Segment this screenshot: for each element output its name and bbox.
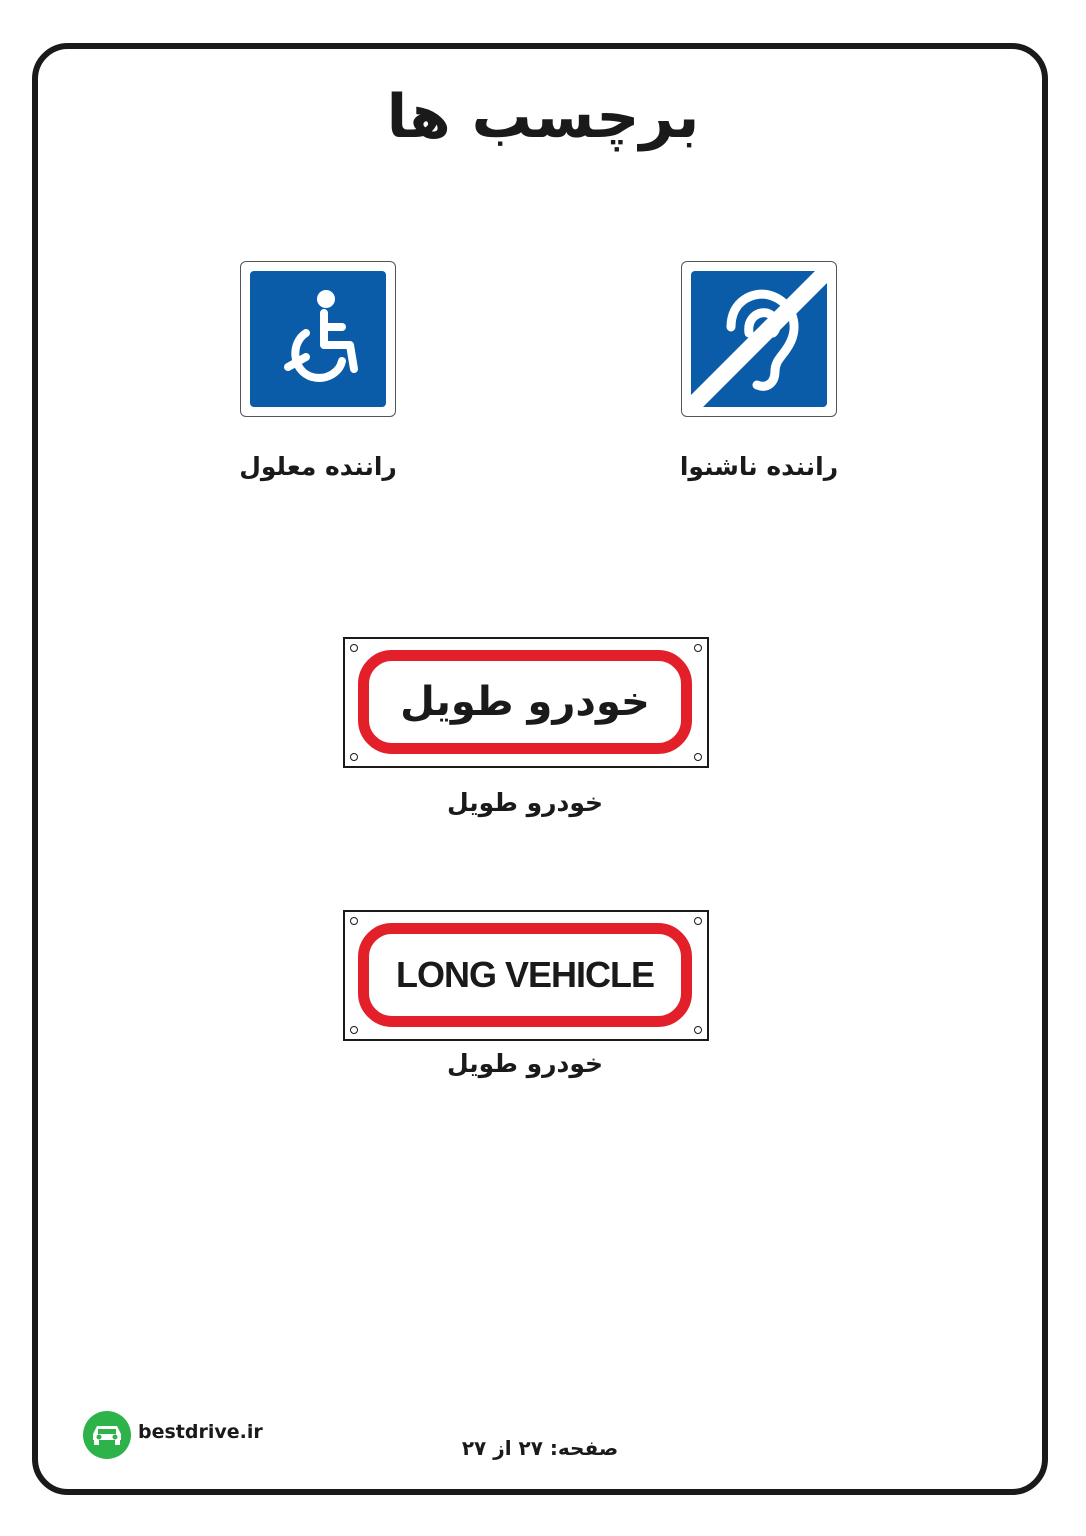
deaf-ear-icon	[691, 271, 827, 407]
plate-text: LONG VEHICLE	[395, 954, 655, 995]
plate-red-frame	[358, 650, 692, 754]
long-vehicle-plate-en	[343, 910, 709, 1041]
wheelchair-icon	[250, 271, 386, 407]
car-icon	[82, 1410, 132, 1460]
disabled-driver-sign	[240, 261, 396, 417]
screw-icon	[350, 917, 358, 925]
page-number: صفحه: ۲۷ از ۲۷	[461, 1436, 619, 1460]
disabled-driver-caption: راننده معلول	[239, 452, 397, 481]
page-title: برچسب ها	[386, 82, 700, 152]
page-frame	[32, 43, 1048, 1495]
plate-red-frame	[358, 923, 692, 1027]
screw-icon	[694, 644, 702, 652]
deaf-driver-caption: راننده ناشنوا	[679, 452, 839, 481]
screw-icon	[350, 753, 358, 761]
screw-icon	[694, 753, 702, 761]
screw-icon	[350, 644, 358, 652]
long-vehicle-caption-2: خودرو طویل	[446, 1049, 604, 1078]
logo-text: bestdrive.ir	[138, 1421, 263, 1443]
deaf-driver-sign	[681, 261, 837, 417]
screw-icon	[694, 1026, 702, 1034]
plate-text: خودرو طویل	[400, 679, 650, 725]
long-vehicle-caption-1: خودرو طویل	[446, 788, 604, 817]
long-vehicle-plate-fa	[343, 637, 709, 768]
screw-icon	[350, 1026, 358, 1034]
screw-icon	[694, 917, 702, 925]
